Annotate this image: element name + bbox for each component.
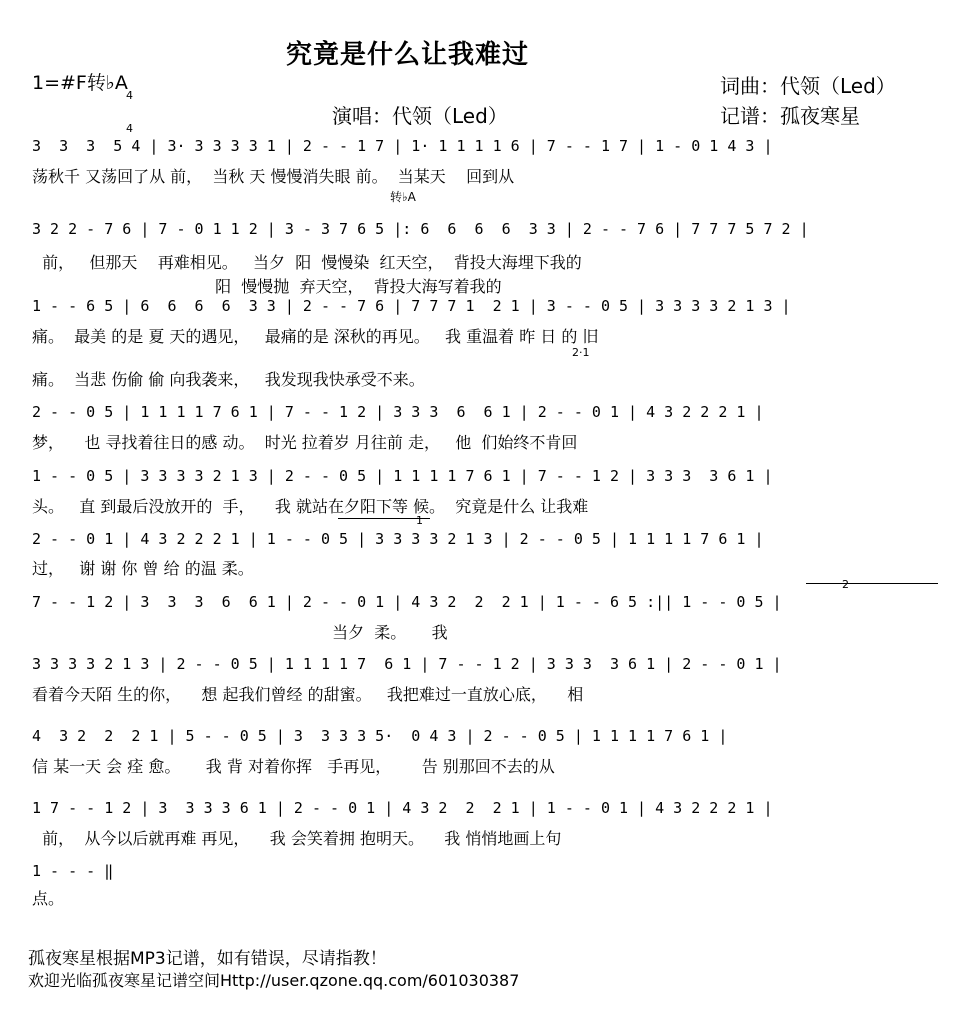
lyric-row-2b: 阳 慢慢抛 弃天空， 背投大海写着我的	[32, 277, 502, 296]
footer-note: 孤夜寒星根据MP3记谱，如有错误，尽请指教！	[28, 949, 387, 969]
lyric-row-1: 荡秋千 又荡回了从 前， 当秋 天 慢慢消失眼 前。 当某天 回到从	[32, 167, 515, 186]
lyric-row-2a: 前， 但那天 再难相见。 当夕 阳 慢慢染 红天空， 背投大海埋下我的	[32, 253, 582, 272]
singer-credit: 演唱：代领（Led）	[332, 104, 508, 128]
volta-1-label: 1	[416, 514, 423, 527]
notation-row-9: 4 3 2 2 2 1 | 5 - - 0 5 | 3 3 3 3 5· 0 4 3 | 2 - - 0 5 | 1 1 1 1 7 6 1 |	[32, 727, 728, 745]
notation-row-8: 3 3 3 3 2 1 3 | 2 - - 0 5 | 1 1 1 1 7 6 1 | 7 - - 1 2 | 3 3 3 3 6 1 | 2 - - 0 1 |	[32, 655, 782, 673]
transcriber-credit: 记谱：孤夜寒星	[720, 104, 860, 128]
lyric-row-3b: 痛。 当悲 伤偷 偷 向我袭来， 我发现我快承受不来。	[32, 370, 425, 389]
lyric-row-7: 当夕 柔。 我	[32, 623, 448, 642]
footer-link-text: 欢迎光临孤夜寒星记谱空间Http://user.qzone.qq.com/601030387	[28, 971, 520, 990]
lyric-row-6: 过， 谢 谢 你 曾 给 的温 柔。	[32, 559, 254, 578]
lyric-row-3a: 痛。 最美 的是 夏 天的遇见， 最痛的是 深秋的再见。 我 重温着 昨 日 的 旧	[32, 327, 599, 346]
notation-row-6: 2 - - 0 1 | 4 3 2 2 2 1 | 1 - - 0 5 | 3 3 3 3 2 1 3 | 2 - - 0 5 | 1 1 1 1 7 6 1 |	[32, 530, 764, 548]
lyric-row-5: 头。 直 到最后没放开的 手， 我 就站在夕阳下等 候。 究竟是什么 让我难	[32, 497, 589, 516]
time-signature-top: 4	[126, 89, 133, 102]
notation-row-7: 7 - - 1 2 | 3 3 3 6 6 1 | 2 - - 0 1 | 4 3 2 2 2 1 | 1 - - 6 5 :|| 1 - - 0 5 |	[32, 593, 782, 611]
time-signature	[126, 68, 133, 145]
volta-2-label: 2	[842, 578, 849, 591]
notation-row-2: 3 2 2 - 7 6 | 7 - 0 1 1 2 | 3 - 3 7 6 5 |: 6 6 6 6 3 3 | 2 - - 7 6 | 7 7 7 5 7 2 |	[32, 220, 809, 238]
lyric-row-10: 前， 从今以后就再难 再见， 我 会笑着拥 抱明天。 我 悄悄地画上句	[32, 829, 562, 848]
lyric-row-9: 信 某一天 会 痊 愈。 我 背 对着你挥 手再见， 告 别那回不去的从	[32, 757, 555, 776]
alternate-ending-mark: 2·1	[572, 346, 590, 359]
lyric-row-8: 看着今天陌 生的你， 想 起我们曾经 的甜蜜。 我把难过一直放心底， 相	[32, 685, 584, 704]
modulation-mark: 转♭A	[390, 190, 416, 204]
notation-row-5: 1 - - 0 5 | 3 3 3 3 2 1 3 | 2 - - 0 5 | 1 1 1 1 7 6 1 | 7 - - 1 2 | 3 3 3 3 6 1 |	[32, 467, 773, 485]
time-signature-bottom: 4	[126, 122, 133, 135]
lyric-row-11: 点。	[32, 889, 65, 908]
notation-row-11: 1 - - - ‖	[32, 862, 114, 880]
lyric-row-4: 梦， 也 寻找着往日的感 动。 时光 拉着岁 月往前 走， 他 们始终不肯回	[32, 433, 578, 452]
notation-row-1: 3 3 3 5 4 | 3· 3 3 3 3 1 | 2 - - 1 7 | 1· 1 1 1 1 6 | 7 - - 1 7 | 1 - 0 1 4 3 |	[32, 137, 773, 155]
notation-row-4: 2 - - 0 5 | 1 1 1 1 7 6 1 | 7 - - 1 2 | 3 3 3 6 6 1 | 2 - - 0 1 | 4 3 2 2 2 1 |	[32, 403, 764, 421]
key-signature: 1=#F转♭A	[32, 72, 128, 94]
notation-row-10: 1 7 - - 1 2 | 3 3 3 3 6 1 | 2 - - 0 1 | 4 3 2 2 2 1 | 1 - - 0 1 | 4 3 2 2 2 1 |	[32, 799, 773, 817]
song-title: 究竟是什么让我难过	[286, 40, 530, 70]
notation-row-3: 1 - - 6 5 | 6 6 6 6 3 3 | 2 - - 7 6 | 7 7 7 1 2 1 | 3 - - 0 5 | 3 3 3 3 2 1 3 |	[32, 297, 791, 315]
lyricist-credit: 词曲：代领（Led）	[720, 74, 896, 98]
volta-2-bracket	[806, 583, 938, 584]
